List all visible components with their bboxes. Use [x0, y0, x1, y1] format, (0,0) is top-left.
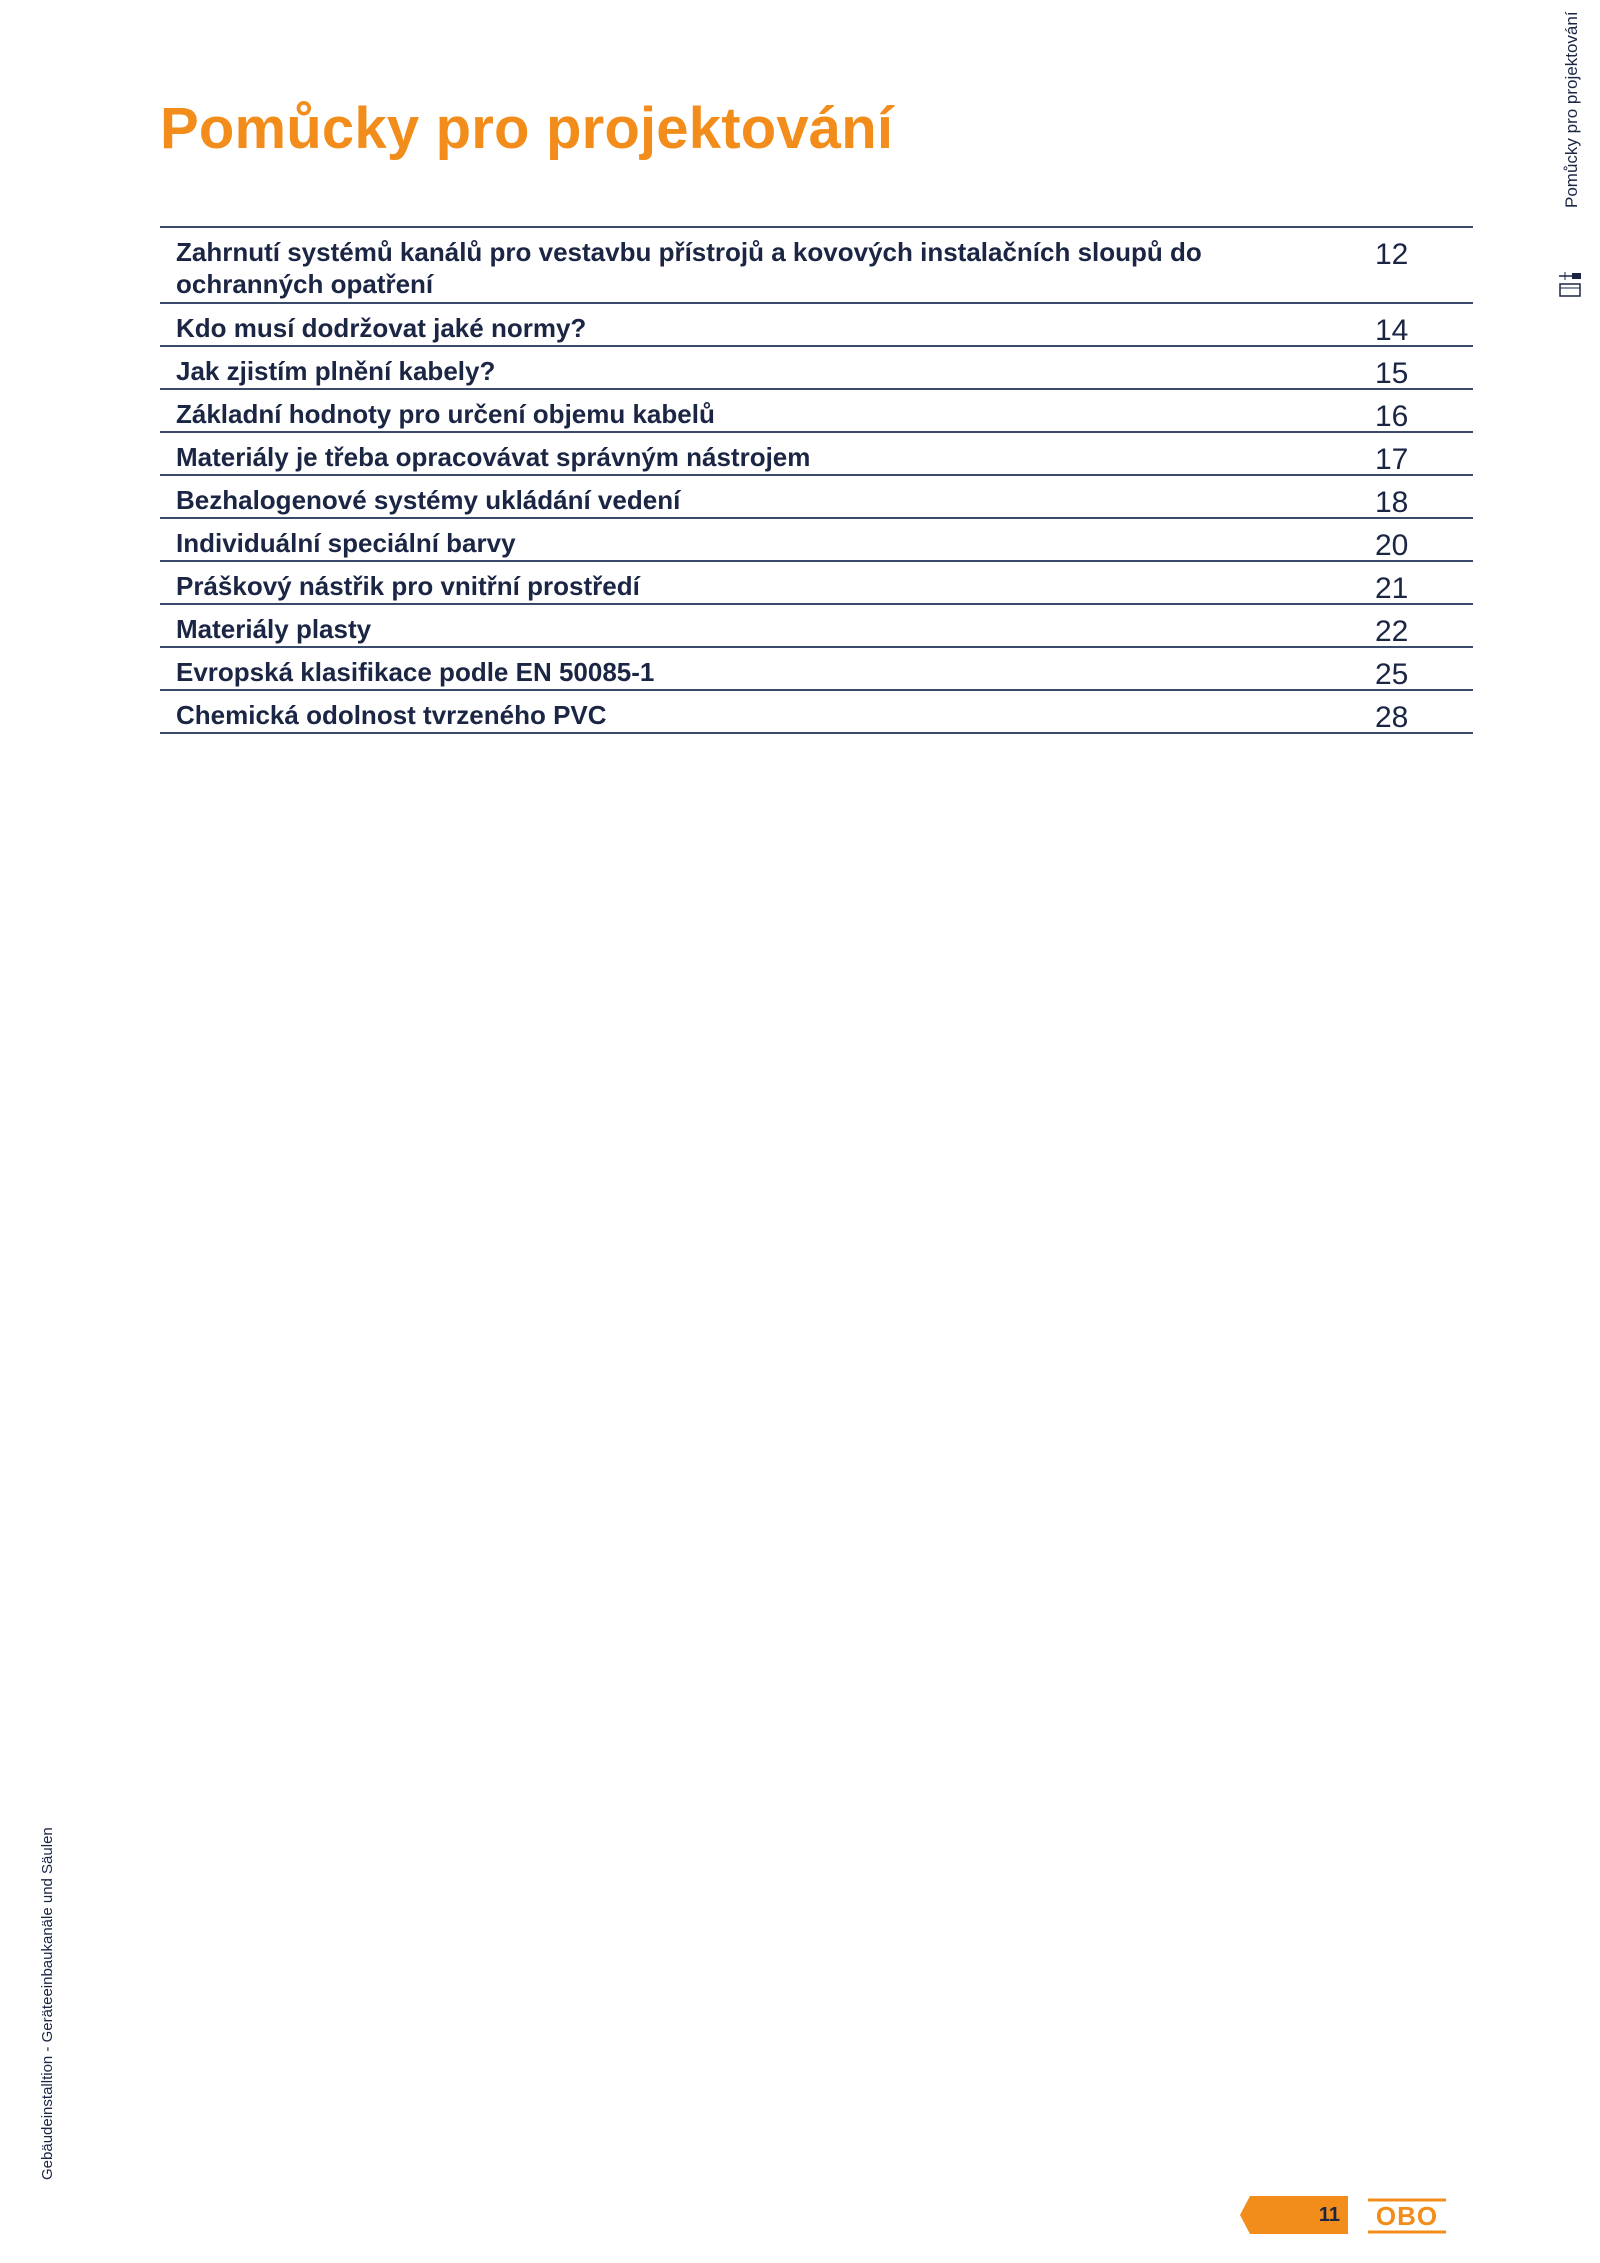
toc-page-number: 17: [1375, 443, 1409, 476]
toc-page-number: 28: [1375, 701, 1409, 734]
toc-row[interactable]: [160, 433, 1473, 476]
toc-entry-title: Materiály je třeba opracovávat správným nástrojem: [176, 442, 811, 472]
toc-row[interactable]: [160, 605, 1473, 648]
toc-row[interactable]: [160, 228, 1473, 304]
toc-page-number: 18: [1375, 486, 1409, 519]
toc-page-number: 20: [1375, 529, 1409, 562]
side-section-label: [1562, 8, 1582, 208]
logo-text: OBO: [1375, 2201, 1439, 2231]
tools-icon: [1556, 270, 1586, 300]
toc-page-number: 16: [1375, 400, 1409, 433]
side-catalog-label: [36, 1790, 56, 2180]
toc-entry-title: Základní hodnoty pro určení objemu kabelů: [176, 399, 715, 429]
toc-row[interactable]: [160, 691, 1473, 734]
toc-entry-title: Bezhalogenové systémy ukládání vedení: [176, 485, 681, 515]
toc-entry-title: Evropská klasifikace podle EN 50085-1: [176, 657, 655, 687]
toc-entry-title: Práškový nástřik pro vnitřní prostředí: [176, 571, 640, 601]
toc-row[interactable]: [160, 390, 1473, 433]
toc-page-number: 15: [1375, 357, 1409, 390]
page-number: 11: [1318, 2204, 1340, 2226]
obo-logo: [1366, 2198, 1448, 2234]
page-title: Pomůcky pro projektování: [160, 96, 894, 161]
toc-row[interactable]: [160, 519, 1473, 562]
toc-page-number: 22: [1375, 615, 1409, 648]
side-section-label-text: Pomůcky pro projektování: [1562, 11, 1581, 208]
toc-row[interactable]: [160, 562, 1473, 605]
side-catalog-label-text: Gebäudeinstalltion - Geräteeinbaukanäle und Säulen: [39, 1827, 56, 2180]
toc-page-number: 25: [1375, 658, 1409, 691]
toc-entry-title: Zahrnutí systémů kanálů pro vestavbu přístrojů a kovových instalačních sloupů do ochranných opatření: [176, 237, 1202, 299]
toc-row[interactable]: [160, 648, 1473, 691]
toc-entry-title: Jak zjistím plnění kabely?: [176, 356, 496, 386]
toc-page-number: 21: [1375, 572, 1409, 605]
page-number-badge: [1240, 2196, 1348, 2234]
toc-entry-title: Materiály plasty: [176, 614, 372, 644]
toc-row[interactable]: [160, 347, 1473, 390]
toc-entry-title: Chemická odolnost tvrzeného PVC: [176, 700, 607, 730]
toc-entry-title: Individuální speciální barvy: [176, 528, 516, 558]
toc-page-number: 14: [1375, 314, 1409, 347]
toc-page-number: 12: [1375, 238, 1409, 271]
table-of-contents: [160, 226, 1473, 734]
toc-entry-title: Kdo musí dodržovat jaké normy?: [176, 313, 587, 343]
toc-row[interactable]: [160, 304, 1473, 347]
toc-row[interactable]: [160, 476, 1473, 519]
